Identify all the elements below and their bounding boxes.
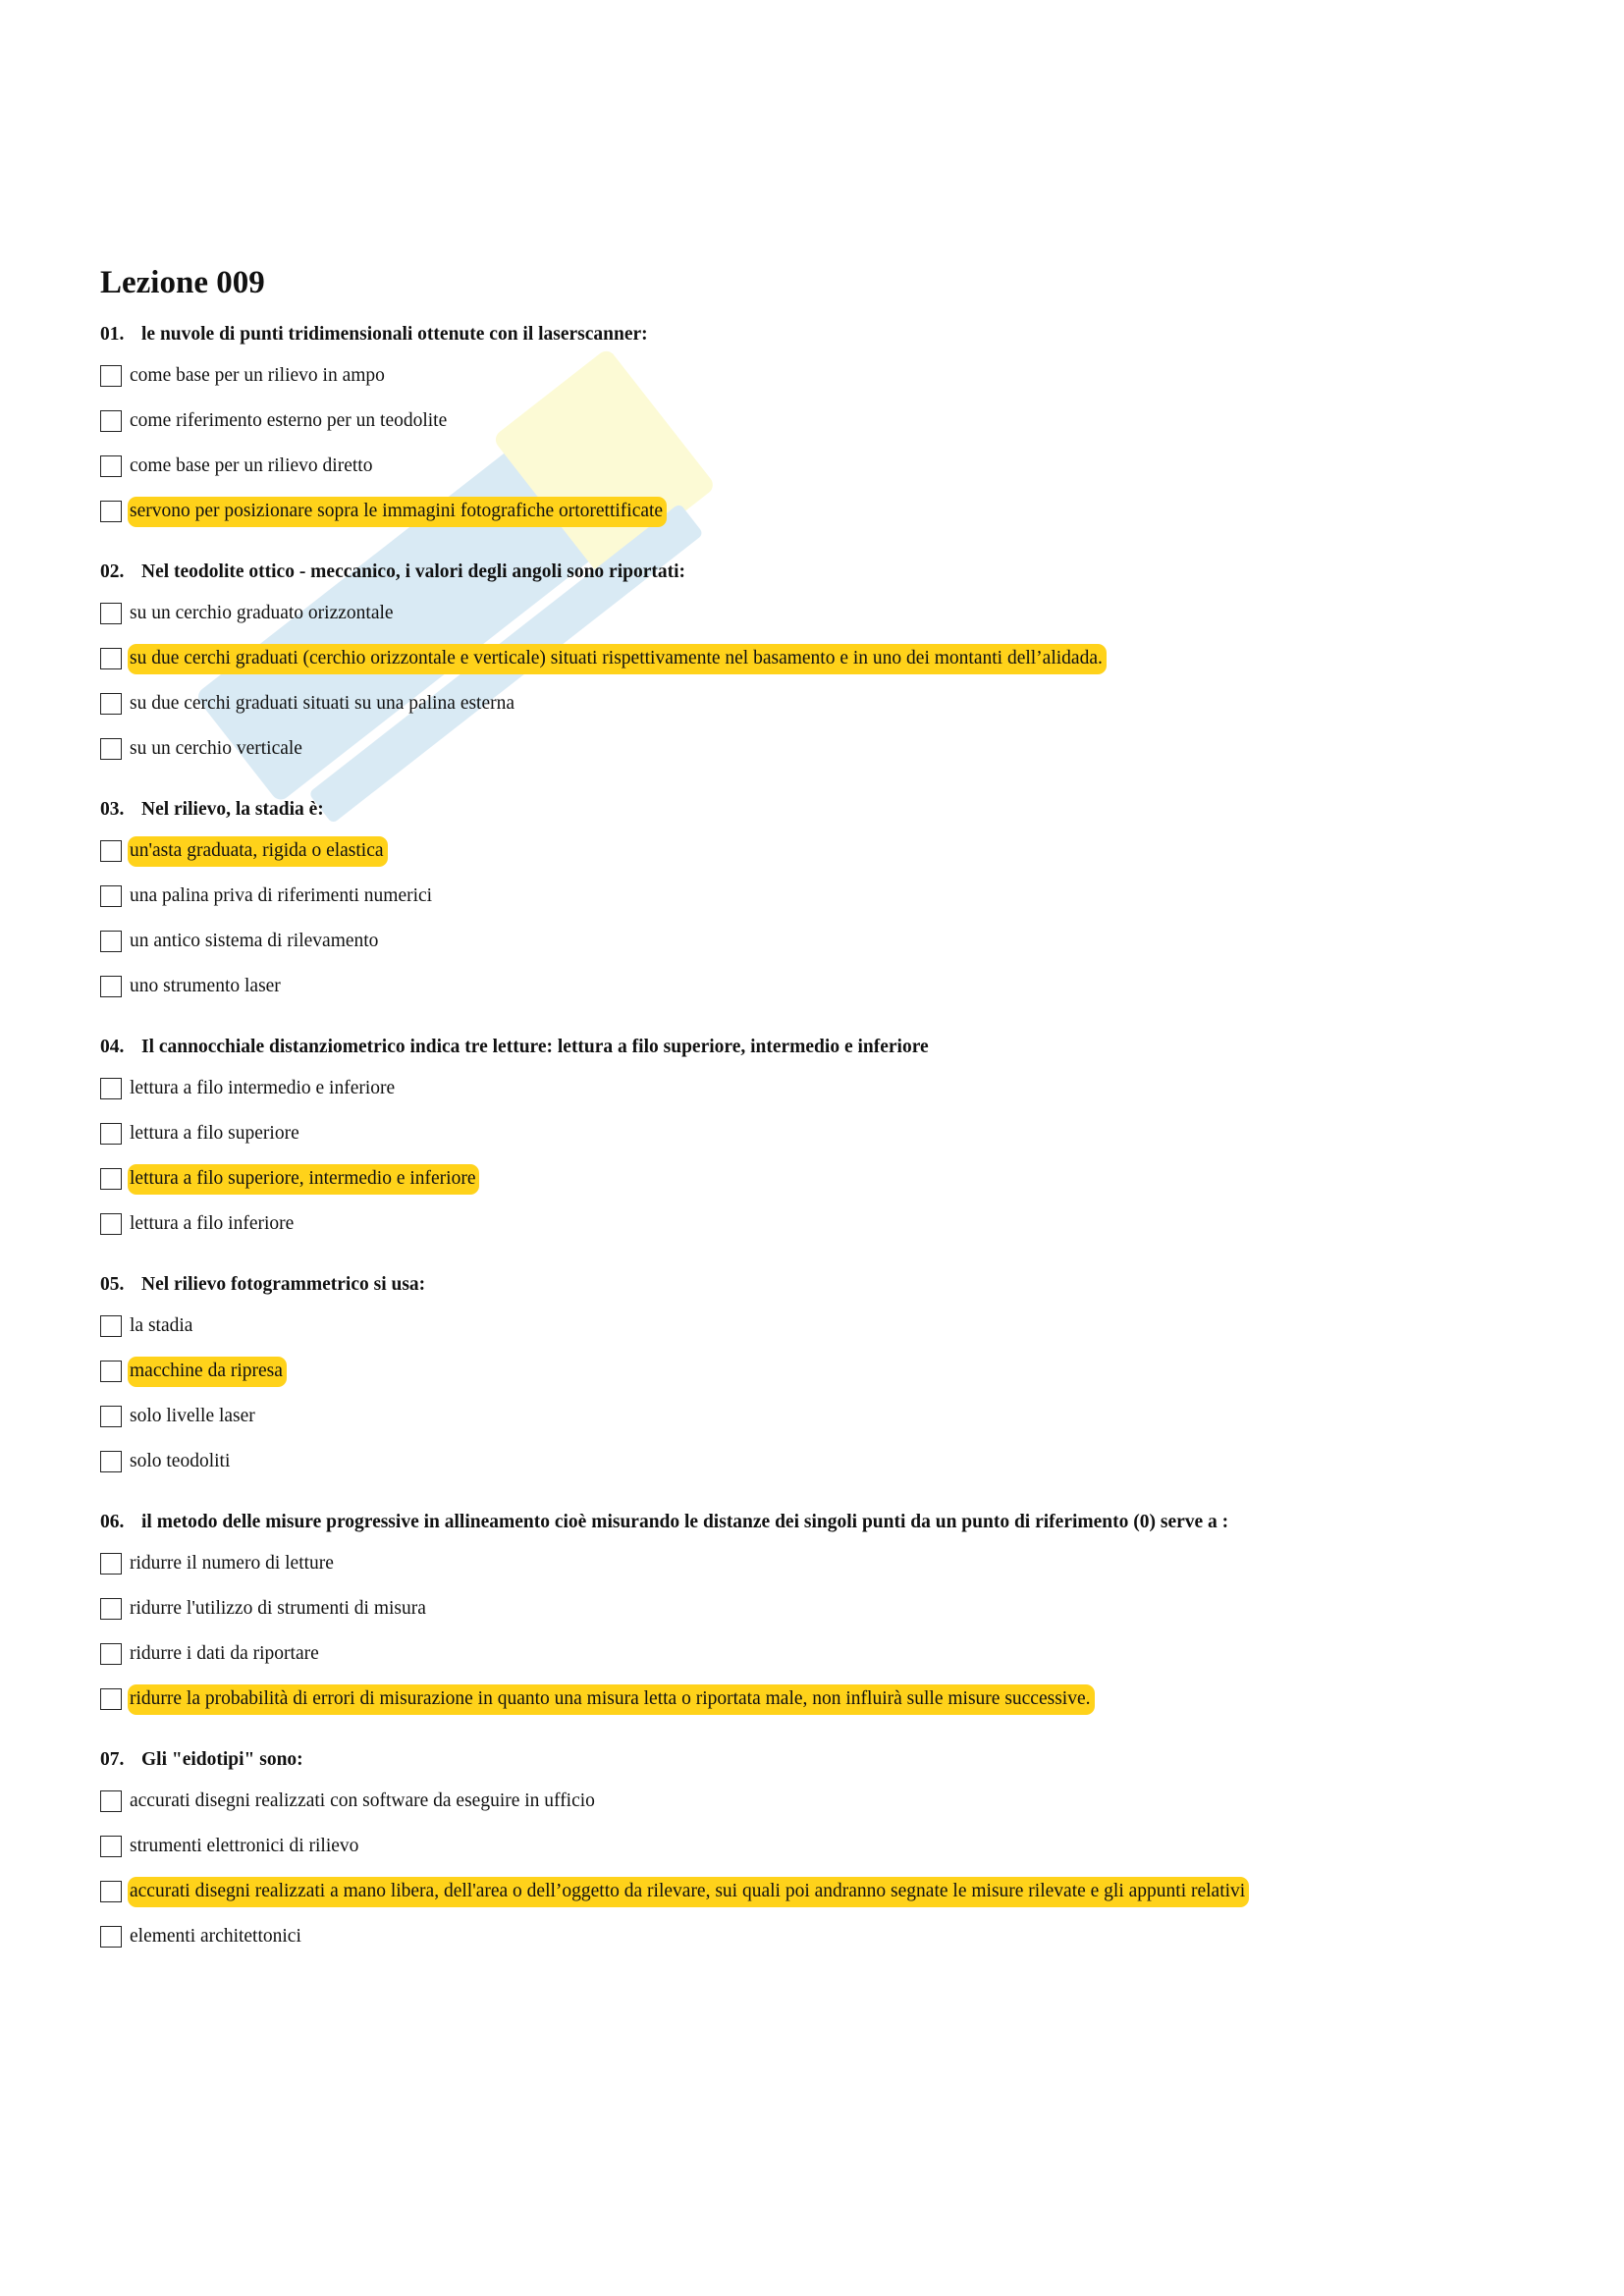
answer-option[interactable] [100, 1541, 1524, 1586]
question-block [100, 1504, 1524, 1722]
answer-checkbox[interactable] [100, 1406, 122, 1427]
answer-checkbox[interactable] [100, 1315, 122, 1337]
answer-label-highlighted: lettura a filo superiore, intermedio e inferiore [128, 1164, 479, 1195]
answer-label: lettura a filo intermedio e inferiore [130, 1077, 396, 1098]
answer-option[interactable] [100, 919, 1524, 964]
answer-option[interactable] [100, 964, 1524, 1009]
answer-option[interactable] [100, 1439, 1524, 1484]
answer-checkbox[interactable] [100, 1078, 122, 1099]
answer-option[interactable] [100, 399, 1524, 444]
answer-checkbox[interactable] [100, 840, 122, 862]
answer-checkbox[interactable] [100, 1123, 122, 1145]
answer-option[interactable] [100, 1111, 1524, 1156]
answer-label: solo livelle laser [130, 1405, 255, 1426]
question-number: 06. [100, 1512, 125, 1532]
answer-checkbox[interactable] [100, 410, 122, 432]
answer-checkbox[interactable] [100, 648, 122, 669]
answer-option[interactable] [100, 1586, 1524, 1631]
answer-checkbox[interactable] [100, 1168, 122, 1190]
question-label: il metodo delle misure progressive in allineamento cioè misurando le distanze dei singoli punti da un punto di riferimento (0) serve a : [141, 1512, 1229, 1532]
question-label: Nel rilievo, la stadia è: [141, 799, 324, 820]
question-number: 04. [100, 1037, 125, 1057]
answer-checkbox[interactable] [100, 738, 122, 760]
answer-checkbox[interactable] [100, 1451, 122, 1472]
question-text [100, 1741, 1524, 1779]
answer-checkbox[interactable] [100, 1643, 122, 1665]
answer-checkbox[interactable] [100, 1926, 122, 1948]
question-block [100, 1266, 1524, 1484]
question-text [100, 1504, 1524, 1541]
answer-checkbox[interactable] [100, 365, 122, 387]
answer-option[interactable] [100, 1869, 1524, 1914]
answer-checkbox[interactable] [100, 1553, 122, 1575]
answer-checkbox[interactable] [100, 1361, 122, 1382]
answer-checkbox[interactable] [100, 976, 122, 997]
answer-option[interactable] [100, 1914, 1524, 1959]
answer-option[interactable] [100, 1349, 1524, 1394]
answer-label: su due cerchi graduati situati su una palina esterna [130, 692, 515, 714]
question-label: Gli "eidotipi" sono: [141, 1749, 303, 1770]
answer-label: su un cerchio verticale [130, 737, 302, 759]
answer-option[interactable] [100, 1677, 1524, 1722]
question-text [100, 1029, 1524, 1066]
question-block [100, 1029, 1524, 1247]
question-text [100, 791, 1524, 828]
answer-label-highlighted: macchine da ripresa [128, 1357, 287, 1387]
answer-label: come riferimento esterno per un teodolite [130, 409, 448, 431]
answer-label-highlighted: su due cerchi graduati (cerchio orizzontale e verticale) situati rispettivamente nel basamento e in uno dei montanti dell’alidada. [128, 644, 1107, 674]
answer-option[interactable] [100, 1304, 1524, 1349]
answer-option[interactable] [100, 1156, 1524, 1201]
answer-label-highlighted: servono per posizionare sopra le immagini fotografiche ortorettificate [128, 497, 667, 527]
answer-label: come base per un rilievo in ampo [130, 364, 385, 386]
answer-option[interactable] [100, 1824, 1524, 1869]
answer-label: una palina priva di riferimenti numerici [130, 884, 433, 906]
answer-checkbox[interactable] [100, 1881, 122, 1902]
answer-option[interactable] [100, 1631, 1524, 1677]
question-text [100, 554, 1524, 591]
question-label: le nuvole di punti tridimensionali ottenute con il laserscanner: [141, 324, 648, 345]
answer-option[interactable] [100, 726, 1524, 772]
answer-label: ridurre l'utilizzo di strumenti di misura [130, 1597, 426, 1619]
answer-label-highlighted: ridurre la probabilità di errori di misurazione in quanto una misura letta o riportata male, non influirà sulle misure successive. [128, 1684, 1095, 1715]
answer-label: lettura a filo inferiore [130, 1212, 295, 1234]
answer-option[interactable] [100, 1779, 1524, 1824]
question-text [100, 1266, 1524, 1304]
answer-option[interactable] [100, 874, 1524, 919]
answer-checkbox[interactable] [100, 931, 122, 952]
answer-option[interactable] [100, 353, 1524, 399]
answer-option[interactable] [100, 636, 1524, 681]
answer-label-highlighted: accurati disegni realizzati a mano libera, dell'area o dell’oggetto da rilevare, sui quali poi andranno segnate le misure rilevate e gli appunti relativi [128, 1877, 1249, 1907]
answer-label: solo teodoliti [130, 1450, 231, 1471]
question-block [100, 316, 1524, 534]
answer-label: ridurre i dati da riportare [130, 1642, 319, 1664]
question-number: 05. [100, 1274, 125, 1295]
question-text [100, 316, 1524, 353]
answer-label: strumenti elettronici di rilievo [130, 1835, 359, 1856]
answer-label: uno strumento laser [130, 975, 281, 996]
answer-option[interactable] [100, 1201, 1524, 1247]
question-block [100, 554, 1524, 772]
answer-option[interactable] [100, 444, 1524, 489]
question-number: 02. [100, 561, 125, 582]
answer-option[interactable] [100, 1066, 1524, 1111]
answer-label: un antico sistema di rilevamento [130, 930, 379, 951]
answer-checkbox[interactable] [100, 603, 122, 624]
question-number: 03. [100, 799, 125, 820]
answer-label: lettura a filo superiore [130, 1122, 299, 1144]
lesson-title: Lezione 009 [100, 265, 265, 300]
answer-label-highlighted: un'asta graduata, rigida o elastica [128, 836, 388, 867]
answer-option[interactable] [100, 681, 1524, 726]
answer-option[interactable] [100, 1394, 1524, 1439]
answer-checkbox[interactable] [100, 455, 122, 477]
answer-checkbox[interactable] [100, 1688, 122, 1710]
answer-label: elementi architettonici [130, 1925, 301, 1947]
question-list [100, 316, 1524, 1959]
question-label: Il cannocchiale distanziometrico indica tre letture: lettura a filo superiore, intermedio e inferiore [141, 1037, 929, 1057]
answer-option[interactable] [100, 591, 1524, 636]
answer-label: come base per un rilievo diretto [130, 454, 373, 476]
question-number: 07. [100, 1749, 125, 1770]
answer-label: su un cerchio graduato orizzontale [130, 602, 394, 623]
answer-checkbox[interactable] [100, 693, 122, 715]
answer-checkbox[interactable] [100, 885, 122, 907]
question-block [100, 1741, 1524, 1959]
answer-checkbox[interactable] [100, 1598, 122, 1620]
question-block [100, 791, 1524, 1009]
answer-checkbox[interactable] [100, 1790, 122, 1812]
question-label: Nel rilievo fotogrammetrico si usa: [141, 1274, 426, 1295]
answer-checkbox[interactable] [100, 1836, 122, 1857]
answer-checkbox[interactable] [100, 1213, 122, 1235]
answer-option[interactable] [100, 489, 1524, 534]
question-label: Nel teodolite ottico - meccanico, i valori degli angoli sono riportati: [141, 561, 686, 582]
document-page [100, 263, 1524, 1979]
answer-label: accurati disegni realizzati con software da eseguire in ufficio [130, 1789, 595, 1811]
answer-option[interactable] [100, 828, 1524, 874]
answer-checkbox[interactable] [100, 501, 122, 522]
answer-label: la stadia [130, 1314, 193, 1336]
question-number: 01. [100, 324, 125, 345]
answer-label: ridurre il numero di letture [130, 1552, 334, 1574]
